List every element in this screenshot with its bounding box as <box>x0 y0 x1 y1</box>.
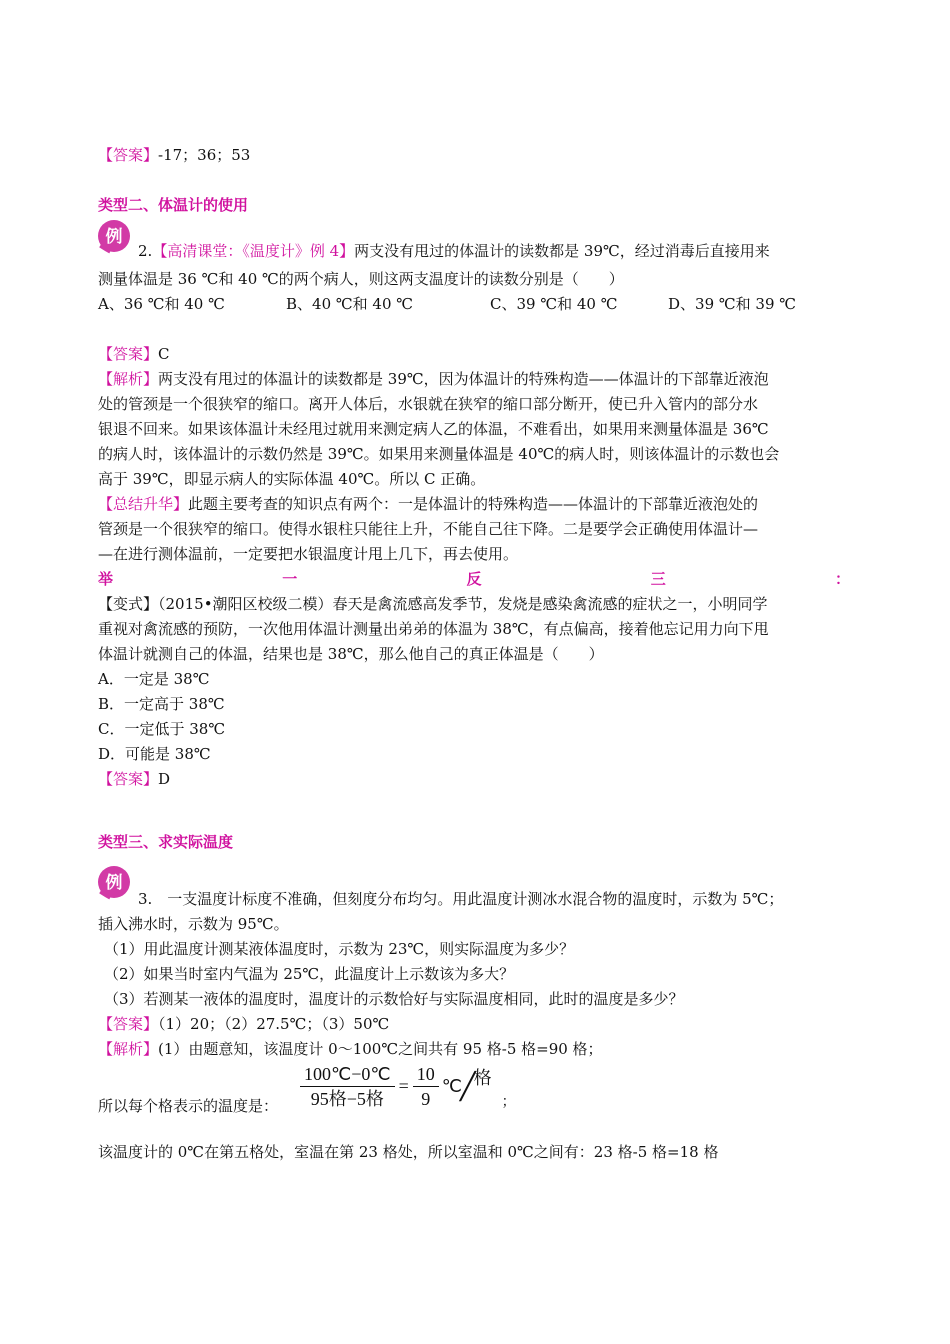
summary-label: 【总结升华】 <box>98 495 189 513</box>
question-text: 两支没有甩过的体温计的读数都是 39℃，经过消毒后直接用来 <box>354 242 770 260</box>
answer-line <box>98 1013 389 1035</box>
juyi-fansan-heading: 举 一 反 三 ： <box>98 570 850 588</box>
analysis-line-5: 高于 39℃，即显示病人的实际体温 40℃。所以 C 正确。 <box>98 470 486 488</box>
answer-text: -17；36；53 <box>158 146 251 164</box>
example-2-line-1 <box>138 240 770 262</box>
variant-line-3: 体温计就测自己的体温，结果也是 38℃，那么他自己的真正体温是（ ） <box>98 645 604 663</box>
variant-option-d: D．可能是 38℃ <box>98 745 211 763</box>
analysis-3-line-1: 【解析】(1）由题意知，该温度计 0～100℃之间共有 95 格-5 格=90 格； <box>98 1040 603 1058</box>
analysis-line-4: 的病人时，该体温计的示数仍然是 39℃。如果用来测量体温是 40℃的病人时，则该体温计的示数也会 <box>98 445 780 463</box>
option-d: D、39 ℃和 39 ℃ <box>668 295 797 313</box>
question-2: （2）如果当时室内气温为 25℃，此温度计上示数该为多大？ <box>104 965 515 983</box>
example-badge-icon <box>96 864 132 900</box>
option-c: C、39 ℃和 40 ℃ <box>490 295 618 313</box>
section-heading-type2: 类型二、体温计的使用 <box>98 196 249 214</box>
analysis-3-line-3: 该温度计的 0℃在第五格处，室温在第 23 格处，所以室温和 0℃之间有：23 格-5 格=18 格 <box>98 1143 719 1161</box>
answer-label: 【答案】 <box>98 1015 159 1033</box>
svg-text:例: 例 <box>105 227 123 247</box>
example-source: 【高清课堂：《温度计》例 4】 <box>152 242 355 260</box>
variant-option-c: C．一定低于 38℃ <box>98 720 226 738</box>
option-b: B、40 ℃和 40 ℃ <box>286 295 414 313</box>
variant-option-b: B．一定高于 38℃ <box>98 695 225 713</box>
answer-label: 【答案】 <box>98 345 159 363</box>
summary-line-3: —在进行测体温前，一定要把水银温度计甩上几下，再去使用。 <box>98 545 519 563</box>
question-1: （1）用此温度计测某液体温度时，示数为 23℃，则实际温度为多少？ <box>104 940 575 958</box>
answer-line <box>98 768 170 790</box>
answer-label: 【答案】 <box>98 770 159 788</box>
example-number: 2. <box>138 242 153 260</box>
example-badge-icon <box>96 218 132 254</box>
variant-option-a: A．一定是 38℃ <box>98 670 210 688</box>
analysis-line-1: 【解析】两支没有甩过的体温计的读数都是 39℃，因为体温计的特殊构造——体温计的下部靠近液泡 <box>98 370 769 388</box>
answer-label: 【答案】 <box>98 146 159 164</box>
example-3-line-1: 3. 一支温度计标度不准确，但刻度分布均匀。用此温度计测冰水混合物的温度时，示数为 5℃； <box>138 890 784 908</box>
variant-label: 【变式】 <box>98 595 159 613</box>
example-2-line-2: 测量体温是 36 ℃和 40 ℃的两个病人，则这两支温度计的读数分别是（ ） <box>98 270 624 288</box>
variant-line-2: 重视对禽流感的预防，一次他用体温计测量出弟弟的体温为 38℃，有点偏高，接着他忘记用力向下甩 <box>98 620 769 638</box>
fraction-1: $\frac{100℃-0℃}{\text{95格−5格}}$ <box>300 1064 395 1109</box>
analysis-label: 【解析】 <box>98 1040 159 1058</box>
section-heading-type3: 类型三、求实际温度 <box>98 833 234 851</box>
analysis-line-2: 处的管颈是一个很狭窄的缩口。离开人体后，水银就在狭窄的缩口部分断开，使已升入管内的部分水 <box>98 395 759 413</box>
svg-text:例: 例 <box>105 873 123 893</box>
unit-celsius: ℃ <box>441 1076 462 1096</box>
question-3: （3）若测某一液体的温度时，温度计的示数恰好与实际温度相同，此时的温度是多少？ <box>104 990 684 1008</box>
equals-sign: = <box>398 1076 409 1096</box>
fraction-formula <box>300 1064 516 1109</box>
analysis-3-line-2: 所以每个格表示的温度是： <box>98 1097 279 1115</box>
summary-line-2: 管颈是一个很狭窄的缩口。使得水银柱只能往上升，不能自己往下降。二是要学会正确使用体温计— <box>98 520 759 538</box>
variant-line-1: 【变式】（2015•潮阳区校级二模）春天是禽流感高发季节，发烧是感染禽流感的症状之一，小明同学 <box>98 595 768 613</box>
semicolon: ； <box>501 1094 516 1110</box>
summary-line-1: 【总结升华】此题主要考查的知识点有两个：一是体温计的特殊构造——体温计的下部靠近液泡处的 <box>98 495 759 513</box>
analysis-line-3: 银退不回来。如果该体温计未经甩过就用来测定病人乙的体温，不难看出，如果用来测量体温是 36℃ <box>98 420 769 438</box>
answer-line <box>98 343 170 365</box>
slash: ╱ <box>459 1071 476 1101</box>
answer-line <box>98 144 250 166</box>
answer-text: C <box>158 345 170 363</box>
analysis-label: 【解析】 <box>98 370 159 388</box>
answer-text: （1）20；（2）27.5℃；（3）50℃ <box>158 1015 390 1033</box>
answer-text: D <box>158 770 171 788</box>
example-3-line-2: 插入沸水时，示数为 95℃。 <box>98 915 289 933</box>
option-a: A、36 ℃和 40 ℃ <box>98 295 225 313</box>
unit-ge: 格 <box>473 1067 492 1088</box>
fraction-2: $\frac{10}{9}$ <box>413 1064 439 1109</box>
